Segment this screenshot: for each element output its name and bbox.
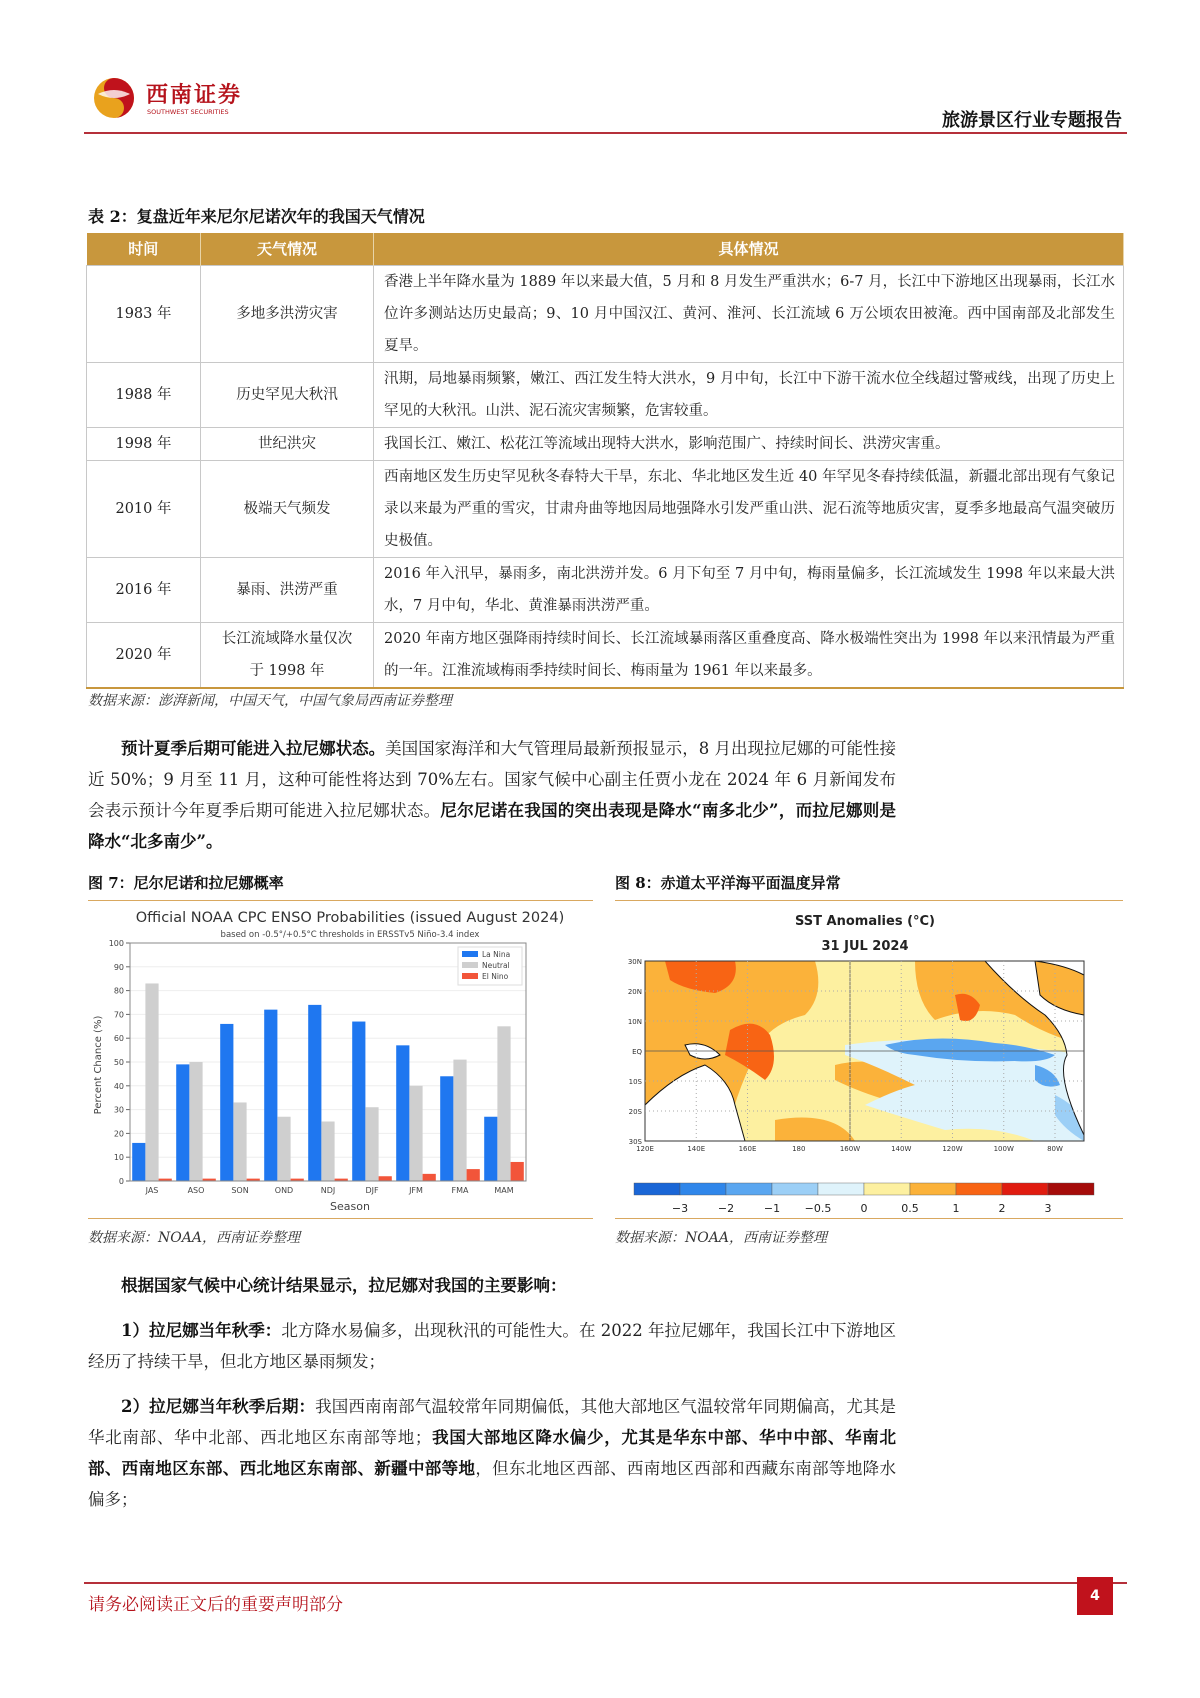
colorbar-label: −2	[717, 1202, 735, 1215]
detail-cell: 2020 年南方地区强降雨持续时间长、长江流域暴雨落区重叠度高、降水极端性突出为 1998 年以来汛情最为严重的一年。江淮流域梅雨季持续时间长、梅雨量为 1961 年以来最多。	[374, 622, 1124, 688]
legend-label: El Nino	[482, 972, 509, 981]
bar-la-nina-FMA	[440, 1076, 453, 1181]
table-row	[87, 362, 1124, 427]
table-caption: 表 2：复盘近年来尼尔尼诺次年的我国天气情况	[88, 207, 425, 226]
x-tick-label: ASO	[187, 1186, 205, 1195]
y-tick-label: 0	[118, 1177, 124, 1186]
colorbar-segment	[956, 1183, 1002, 1195]
lon-label: 180	[792, 1145, 806, 1153]
bar-el-nino-DJF	[379, 1176, 392, 1181]
sst-anomaly-map	[615, 905, 1123, 1215]
weather-cell: 极端天气频发	[201, 460, 374, 557]
map-title: SST Anomalies (°C)	[794, 914, 936, 929]
colorbar-segment	[1002, 1183, 1048, 1195]
paragraph-late-autumn	[88, 1391, 896, 1515]
lat-label: 30N	[627, 958, 642, 966]
fig7-bottom-rule	[88, 1218, 593, 1219]
table-row	[87, 557, 1124, 622]
weather-cell: 多地多洪涝灾害	[201, 265, 374, 362]
x-tick-label: SON	[231, 1186, 249, 1195]
bold-lead: 预计夏季后期可能进入拉尼娜状态。	[121, 739, 386, 758]
fig8-top-rule	[615, 900, 1123, 901]
body-text: 北方降水易偏多，出现秋汛的可能性大。在 2022 年拉尼娜年，我国长江中下游地区经历了持续干旱，但北方地区暴雨频发；	[88, 1321, 897, 1371]
bold-conclusion: 尼尔尼诺在我国的突出表现是降水“南多北少”，而拉尼娜则是降水“北多南少”。	[88, 801, 897, 851]
page-number: 4	[1077, 1577, 1113, 1615]
weather-cell: 暴雨、洪涝严重	[201, 557, 374, 622]
colorbar-label: −3	[671, 1202, 689, 1215]
year-cell: 2010 年	[87, 460, 201, 557]
lon-label: 100W	[993, 1145, 1014, 1153]
x-tick-label: DJF	[365, 1186, 379, 1195]
fig7-caption: 图 7：尼尔尼诺和拉尼娜概率	[88, 874, 284, 892]
lon-label: 140W	[891, 1145, 912, 1153]
bar-neutral-ASO	[189, 1062, 202, 1181]
lon-label: 160W	[839, 1145, 861, 1153]
table-row	[87, 460, 1124, 557]
colorbar-segment	[634, 1183, 680, 1195]
legend-label: Neutral	[482, 961, 510, 970]
col-header-time: 时间	[87, 233, 201, 265]
enso-probability-chart	[88, 905, 593, 1215]
footer-disclaimer: 请务必阅读正文后的重要声明部分	[88, 1595, 343, 1615]
y-axis-label: Percent Chance (%)	[93, 1015, 104, 1115]
x-tick-label: OND	[274, 1186, 294, 1195]
x-tick-label: NDJ	[320, 1186, 336, 1195]
fig7-top-rule	[88, 900, 593, 901]
body-text: 美国国家海洋和大气管理局最新预报显示，8 月出现拉尼娜的可能性接近 50%；9 月至 11 月，这种可能性将达到 70%左右。国家气候中心副主任贾小龙在 2024 年 6 月新闻发布会表示预计今年夏季后期可能进入拉尼娜状态。	[88, 739, 896, 820]
colorbar-segment	[726, 1183, 772, 1195]
report-title: 旅游景区行业专题报告	[942, 110, 1122, 131]
bar-la-nina-JAS	[132, 1143, 145, 1181]
detail-cell: 我国长江、嫩江、松花江等流域出现特大洪水，影响范围广、持续时间长、洪涝灾害重。	[374, 427, 1124, 460]
lon-label: 140E	[687, 1145, 706, 1153]
colorbar-segment	[1048, 1183, 1094, 1195]
table-row	[87, 265, 1124, 362]
fig8-caption: 图 8：赤道太平洋海平面温度异常	[615, 874, 841, 892]
legend-label: La Nina	[482, 950, 511, 959]
bar-el-nino-JFM	[423, 1174, 436, 1181]
chart-subtitle: based on -0.5°/+0.5°C thresholds in ERSSTv5 Niño-3.4 index	[220, 930, 480, 940]
paragraph-impact-intro: 根据国家气候中心统计结果显示，拉尼娜对我国的主要影响：	[121, 1276, 567, 1295]
lat-label: 10S	[628, 1078, 642, 1086]
y-tick-label: 100	[108, 939, 124, 948]
legend-swatch	[462, 973, 478, 979]
y-tick-label: 40	[113, 1081, 124, 1091]
bar-neutral-OND	[277, 1117, 290, 1181]
colorbar-segment	[910, 1183, 956, 1195]
lon-label: 160E	[738, 1145, 757, 1153]
fig8-source: 数据来源：NOAA，西南证券整理	[615, 1230, 827, 1246]
bold-emphasis: 我国大部地区降水偏少，尤其是华东中部、华中中部、华南北部、西南地区东部、西北地区东南部、新疆中部等地	[88, 1428, 897, 1478]
colorbar-label: 0.5	[901, 1202, 919, 1215]
bar-neutral-JFM	[409, 1086, 422, 1181]
table-source: 数据来源：澎湃新闻，中国天气，中国气象局西南证券整理	[88, 693, 452, 709]
lat-label: 20N	[627, 988, 642, 996]
x-tick-label: MAM	[494, 1186, 514, 1195]
detail-cell: 2016 年入汛早，暴雨多，南北洪涝并发。6 月下旬至 7 月中旬，梅雨量偏多，长江流域发生 1998 年以来最大洪水，7 月中旬，华北、黄淮暴雨洪涝严重。	[374, 557, 1124, 622]
lat-label: 20S	[628, 1108, 642, 1116]
table-row	[87, 622, 1124, 688]
logo-name-en: SOUTHWEST SECURITIES	[147, 108, 229, 116]
bar-la-nina-SON	[220, 1024, 233, 1181]
colorbar-label: 0	[860, 1202, 868, 1215]
fig8-bottom-rule	[615, 1218, 1123, 1219]
colorbar-label: −0.5	[804, 1202, 832, 1215]
y-tick-label: 50	[113, 1058, 124, 1067]
x-axis-label: Season	[330, 1200, 370, 1213]
weather-cell: 世纪洪灾	[201, 427, 374, 460]
y-tick-label: 20	[113, 1129, 124, 1139]
lat-label: EQ	[632, 1048, 642, 1056]
bar-la-nina-ASO	[176, 1064, 189, 1181]
colorbar-label: −1	[763, 1202, 781, 1215]
bar-neutral-MAM	[497, 1026, 510, 1181]
fig7-source: 数据来源：NOAA，西南证券整理	[88, 1230, 300, 1246]
y-tick-label: 80	[113, 986, 124, 996]
x-tick-label: JFM	[409, 1186, 423, 1195]
colorbar-segment	[818, 1183, 864, 1195]
bar-el-nino-FMA	[467, 1169, 480, 1181]
lon-label: 120W	[942, 1145, 963, 1153]
y-tick-label: 90	[113, 962, 124, 972]
lon-label: 80W	[1047, 1145, 1063, 1153]
year-cell: 1983 年	[87, 265, 201, 362]
bar-la-nina-JFM	[396, 1045, 409, 1181]
bar-neutral-NDJ	[321, 1122, 334, 1182]
header-divider	[84, 132, 1127, 134]
legend-swatch	[462, 951, 478, 957]
body-text-end: ，但东北地区西部、西南地区西部和西藏东南部等地降水偏多；	[88, 1459, 897, 1509]
col-header-detail: 具体情况	[374, 233, 1124, 265]
x-tick-label: JAS	[145, 1186, 159, 1195]
bar-la-nina-MAM	[484, 1117, 497, 1181]
x-tick-label: FMA	[451, 1186, 469, 1195]
bar-el-nino-MAM	[511, 1162, 524, 1181]
y-tick-label: 60	[113, 1034, 124, 1044]
map-date: 31 JUL 2024	[821, 939, 909, 954]
bar-neutral-FMA	[453, 1060, 466, 1181]
colorbar-segment	[680, 1183, 726, 1195]
lat-label: 10N	[627, 1018, 642, 1026]
footer-divider	[84, 1582, 1127, 1584]
body-text: 我国西南南部气温较常年同期偏低，其他大部地区气温较常年同期偏高，尤其是华北南部、华中北部、西北地区东南部等地；	[88, 1397, 897, 1447]
chart-title: Official NOAA CPC ENSO Probabilities (issued August 2024)	[135, 910, 565, 926]
bold-lead: 1）拉尼娜当年秋季：	[121, 1321, 282, 1340]
bar-la-nina-NDJ	[308, 1005, 321, 1181]
bar-la-nina-OND	[264, 1010, 277, 1181]
bar-neutral-SON	[233, 1102, 246, 1181]
bar-neutral-DJF	[365, 1107, 378, 1181]
table-header-row	[87, 233, 1124, 265]
colorbar-label: 1	[952, 1202, 960, 1215]
detail-cell: 西南地区发生历史罕见秋冬春特大干旱，东北、华北地区发生近 40 年罕见冬春持续低温，新疆北部出现有气象记录以来最为严重的雪灾，甘肃舟曲等地因局地强降水引发严重山洪、泥石流等地质灾害，夏季多地最高气温突破历史极值。	[374, 460, 1124, 557]
paragraph-la-nina-forecast	[88, 733, 896, 857]
detail-cell: 香港上半年降水量为 1889 年以来最大值，5 月和 8 月发生严重洪水；6-7 月，长江中下游地区出现暴雨，长江水位许多测站达历史最高；9、10 月中国汉江、黄河、淮河、长江流域 6 万公顷农田被淹。西中国南部及北部发生夏旱。	[374, 265, 1124, 362]
y-tick-label: 10	[113, 1153, 124, 1163]
bold-lead: 2）拉尼娜当年秋季后期：	[121, 1397, 316, 1416]
colorbar-label: 2	[998, 1202, 1006, 1215]
logo-name: 西南证券	[146, 82, 243, 108]
lon-label: 120E	[636, 1145, 654, 1153]
year-cell: 2020 年	[87, 622, 201, 688]
colorbar-segment	[772, 1183, 818, 1195]
year-cell: 1998 年	[87, 427, 201, 460]
weather-cell: 历史罕见大秋汛	[201, 362, 374, 427]
colorbar-segment	[864, 1183, 910, 1195]
y-tick-label: 70	[113, 1010, 124, 1020]
paragraph-autumn	[88, 1315, 896, 1377]
weather-cell: 长江流域降水量仅次于 1998 年	[201, 622, 374, 688]
y-tick-label: 30	[113, 1105, 124, 1115]
bar-la-nina-DJF	[352, 1022, 365, 1181]
weather-table	[86, 233, 1124, 689]
year-cell: 1988 年	[87, 362, 201, 427]
colorbar-label: 3	[1044, 1202, 1052, 1215]
bar-neutral-JAS	[145, 983, 158, 1181]
lat-label: 30S	[628, 1138, 642, 1146]
detail-cell: 汛期，局地暴雨频繁，嫩江、西江发生特大洪水，9 月中旬，长江中下游干流水位全线超过警戒线，出现了历史上罕见的大秋汛。山洪、泥石流灾害频繁，危害较重。	[374, 362, 1124, 427]
table-row	[87, 427, 1124, 460]
legend-swatch	[462, 962, 478, 968]
col-header-weather: 天气情况	[201, 233, 374, 265]
year-cell: 2016 年	[87, 557, 201, 622]
